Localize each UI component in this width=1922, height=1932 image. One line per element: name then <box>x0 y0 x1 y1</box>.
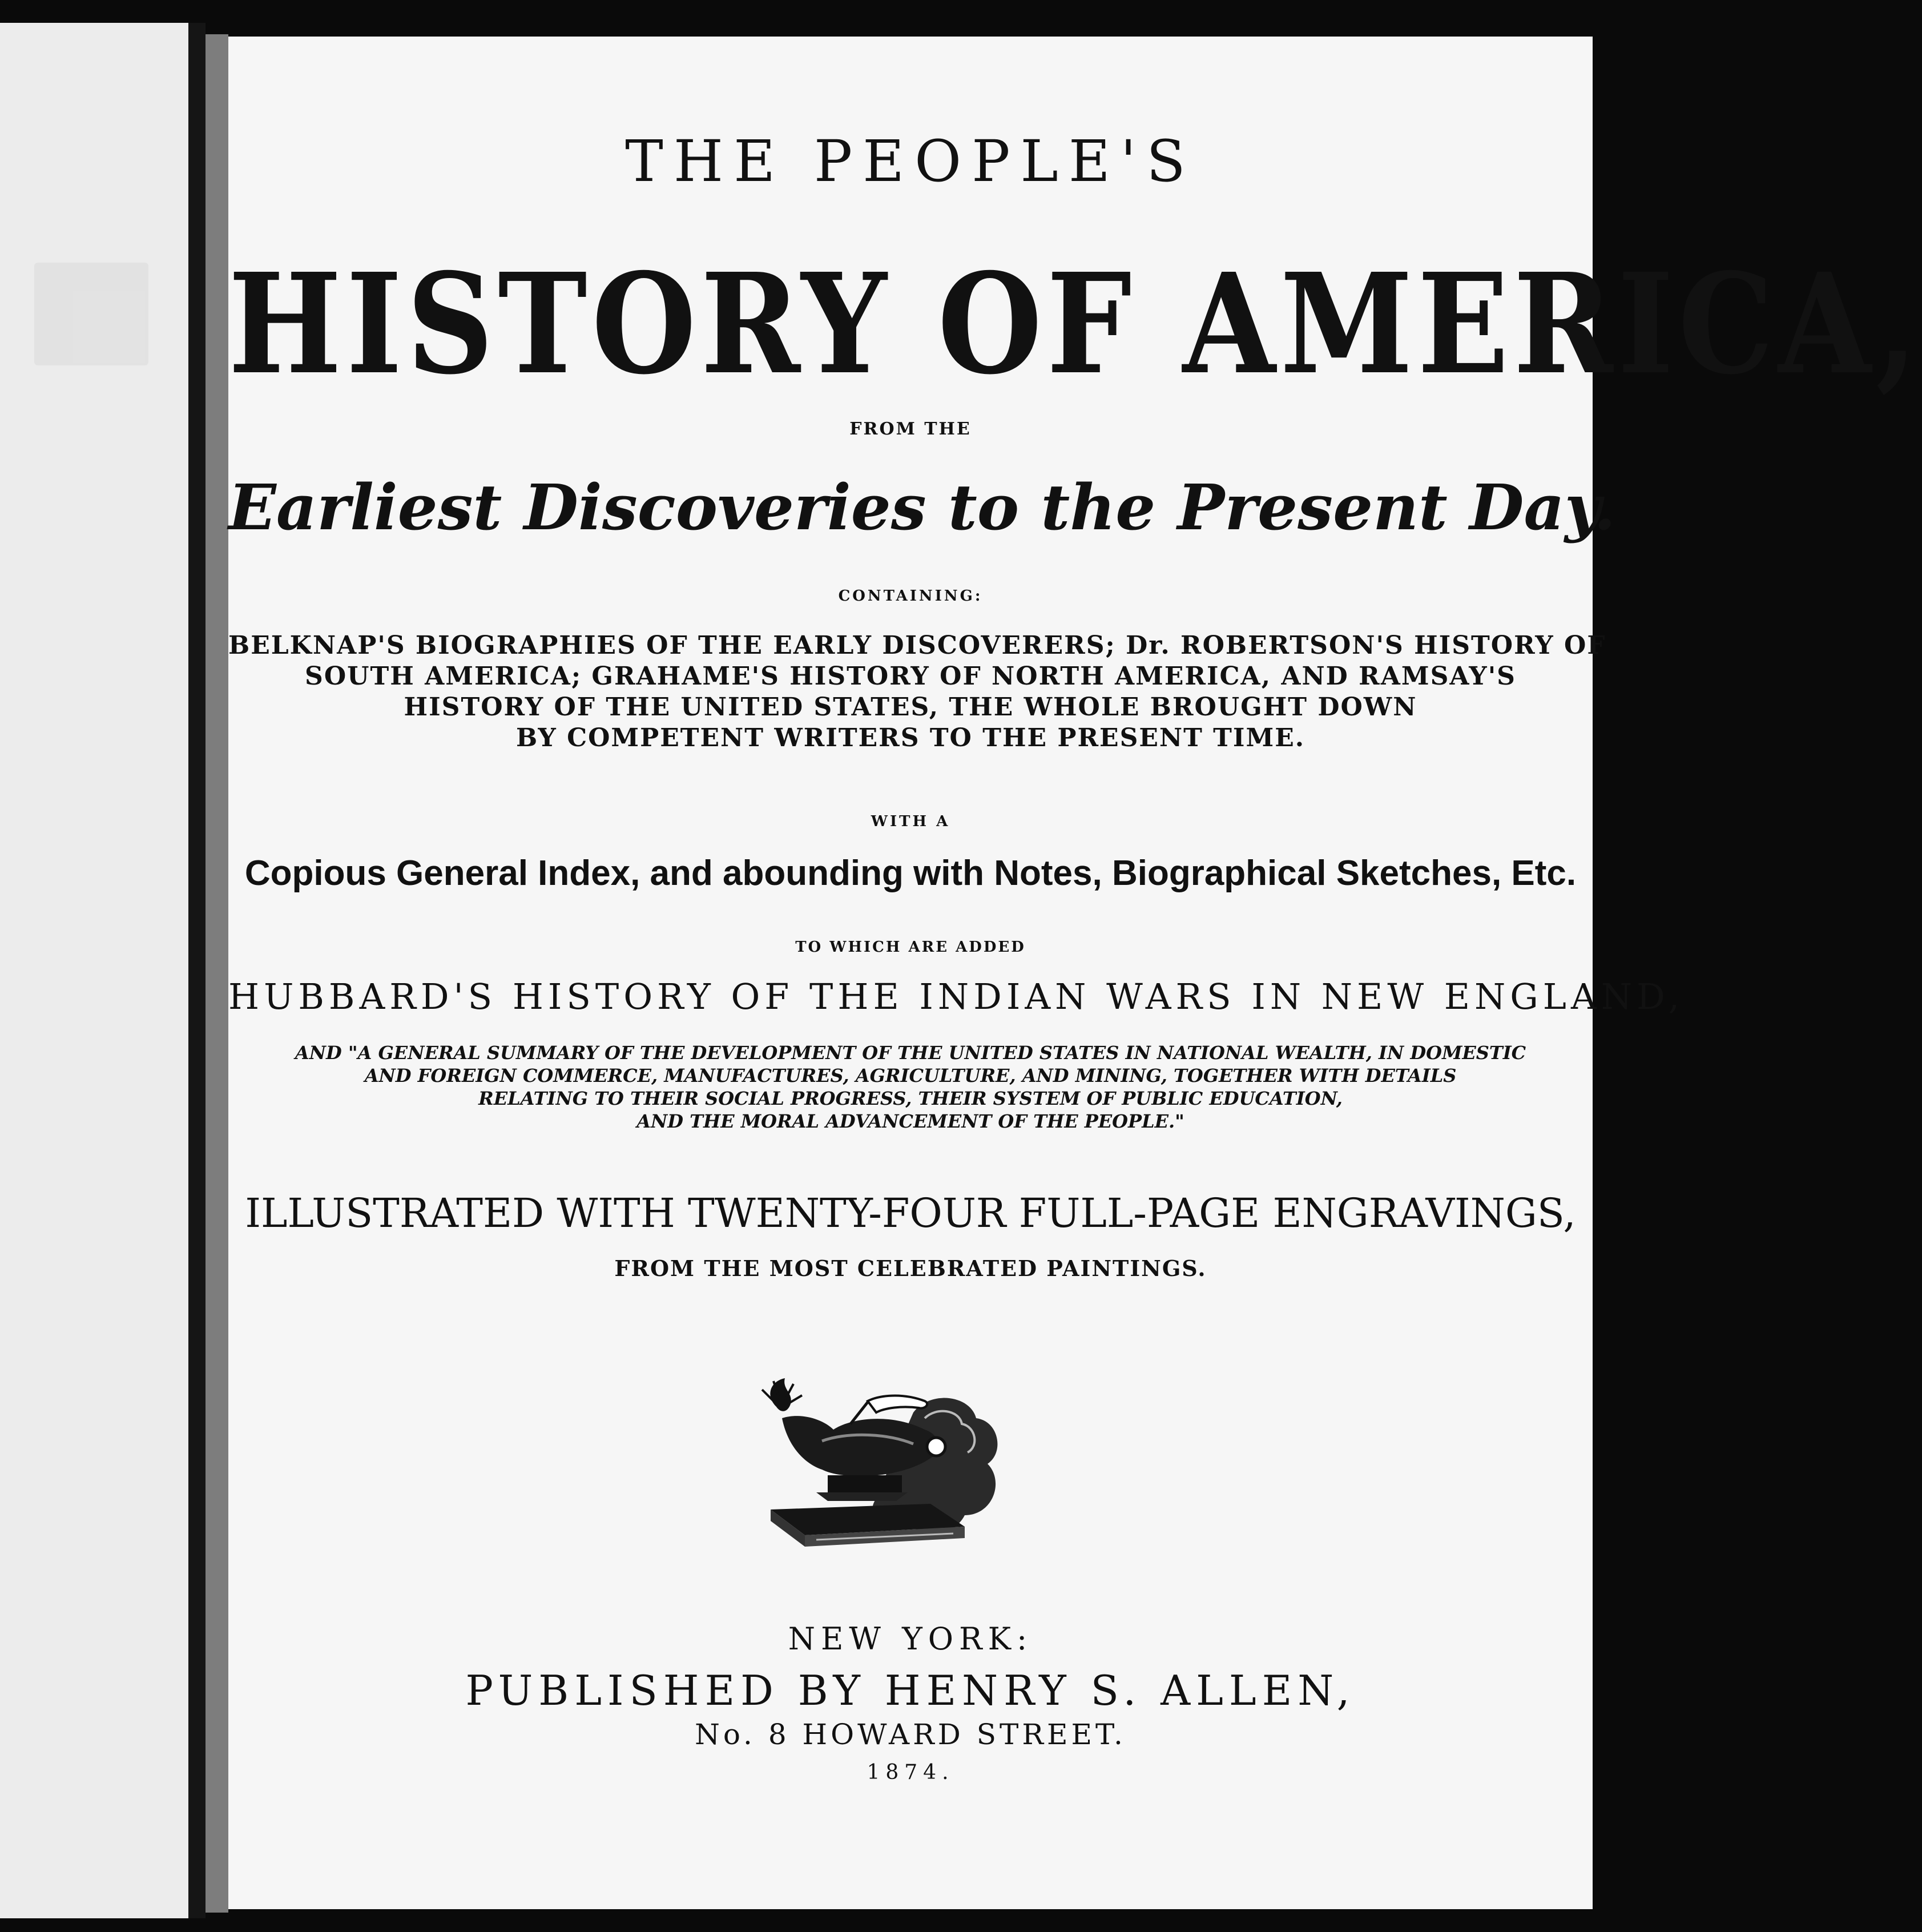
previous-page-edge <box>0 23 188 1918</box>
summary-line: AND "A GENERAL SUMMARY OF THE DEVELOPMENT OF THE UNITED STATES IN NATIONAL WEALTH, IN DOMESTIC <box>295 1042 1526 1064</box>
contents-line: BELKNAP'S BIOGRAPHIES OF THE EARLY DISCOVERERS; Dr. ROBERTSON'S HISTORY OF <box>228 631 1606 660</box>
bleed-through-mark <box>34 263 148 365</box>
oil-lamp-on-book-icon <box>759 1378 1010 1561</box>
summary-description <box>228 1041 1593 1133</box>
contents-line: BY COMPETENT WRITERS TO THE PRESENT TIME. <box>515 723 1305 752</box>
title-page <box>228 37 1922 1909</box>
imprint-year: 1874. <box>867 1761 954 1784</box>
containing-label: CONTAINING: <box>838 587 983 605</box>
illustrated-line: ILLUSTRATED WITH TWENTY-FOUR FULL-PAGE ENGRAVINGS, <box>245 1190 1576 1237</box>
hubbard-line: HUBBARD'S HISTORY OF THE INDIAN WARS IN NEW ENGLAND, <box>228 976 1685 1017</box>
imprint-publisher: PUBLISHED BY HENRY S. ALLEN, <box>465 1667 1356 1714</box>
book-spine <box>188 23 206 1918</box>
with-a-label: WITH A <box>871 813 950 830</box>
paintings-line: FROM THE MOST CELEBRATED PAINTINGS. <box>614 1255 1207 1281</box>
subtitle: Earliest Discoveries to the Present Day. <box>228 470 1616 544</box>
index-line: Copious General Index, and abounding with Notes, Biographical Sketches, Etc. <box>244 854 1577 893</box>
imprint-city: NEW YORK: <box>788 1621 1033 1657</box>
contents-line: SOUTH AMERICA; GRAHAME'S HISTORY OF NORTH AMERICA, AND RAMSAY'S <box>305 662 1516 691</box>
contents-line: HISTORY OF THE UNITED STATES, THE WHOLE BROUGHT DOWN <box>404 693 1417 722</box>
pre-title: THE PEOPLE'S <box>625 128 1196 195</box>
summary-line: RELATING TO THEIR SOCIAL PROGRESS, THEIR SYSTEM OF PUBLIC EDUCATION, <box>478 1088 1343 1109</box>
contents-description <box>228 630 1606 754</box>
imprint-street: No. 8 HOWARD STREET. <box>695 1718 1126 1751</box>
summary-line: AND THE MORAL ADVANCEMENT OF THE PEOPLE." <box>636 1110 1184 1132</box>
to-which-label: TO WHICH ARE ADDED <box>795 939 1026 956</box>
main-title: HISTORY OF AMERICA, <box>228 243 1922 405</box>
from-the-label: FROM THE <box>849 419 972 439</box>
summary-line: AND FOREIGN COMMERCE, MANUFACTURES, AGRICULTURE, AND MINING, TOGETHER WITH DETAILS <box>364 1065 1457 1086</box>
page-gutter <box>206 34 228 1913</box>
